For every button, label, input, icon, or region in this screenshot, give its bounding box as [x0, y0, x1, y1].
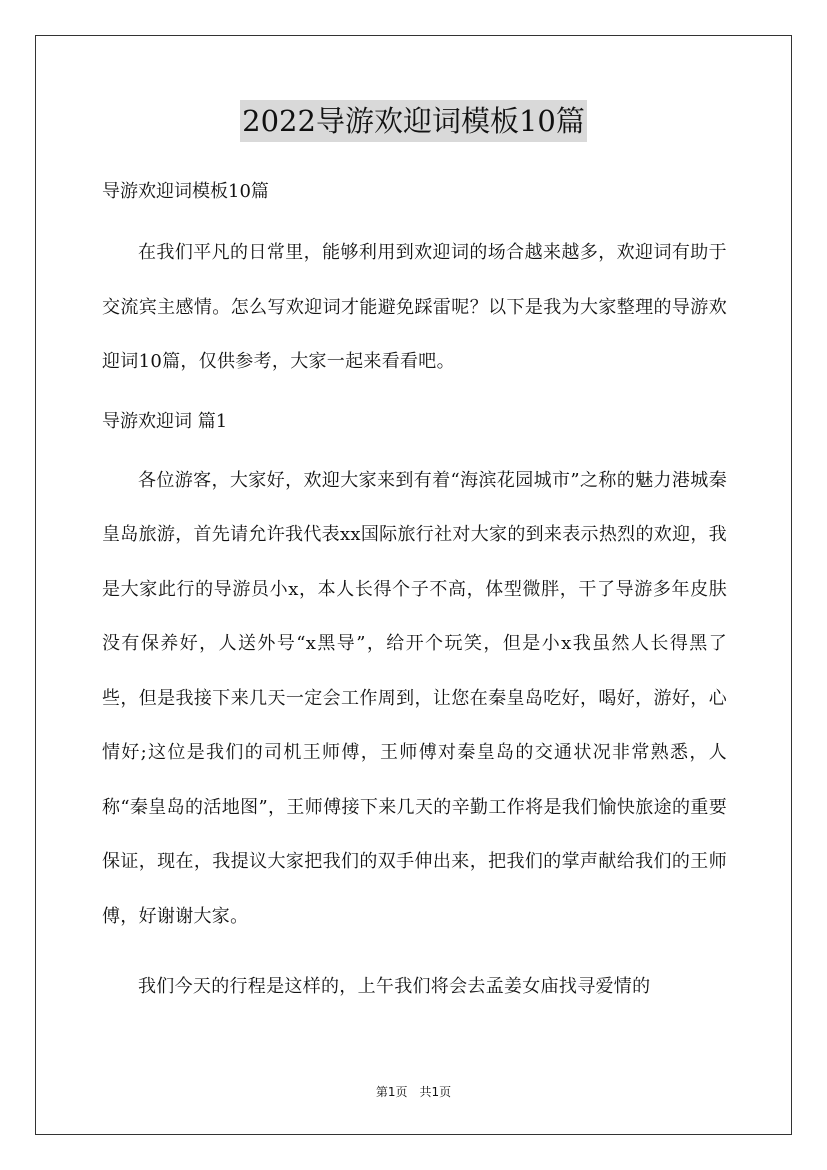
document-title: 2022导游欢迎词模板10篇 [240, 100, 587, 142]
page-footer [0, 1084, 827, 1100]
intro-paragraph: 在我们平凡的日常里，能够利用到欢迎词的场合越来越多，欢迎词有助于交流宾主感情。怎么写欢迎词才能避免踩雷呢？以下是我为大家整理的导游欢迎词10篇，仅供参考，大家一起来看看吧。 [102, 242, 727, 372]
page-number-current: 第1页 [375, 1085, 408, 1099]
document-body [102, 174, 727, 1015]
document-subtitle: 导游欢迎词模板10篇 [102, 181, 269, 202]
body-paragraph-2: 我们今天的行程是这样的，上午我们将会去孟姜女庙找寻爱情的 [138, 976, 651, 997]
title-container [0, 100, 827, 142]
section-heading: 导游欢迎词 篇1 [102, 410, 228, 432]
page-number-total: 共1页 [419, 1085, 452, 1099]
body-paragraph-1: 各位游客，大家好，欢迎大家来到有着“海滨花园城市”之称的魅力港城秦皇岛旅游，首先请允许我代表xx国际旅行社对大家的到来表示热烈的欢迎，我是大家此行的导游员小x，本人长得个子不高，体型微胖，干了导游多年皮肤没有保养好，人送外号“x黑导”，给开个玩笑，但是小x我虽然人长得黑了些，但是我接下来几天一定会工作周到，让您在秦皇岛吃好，喝好，游好，心情好;这位是我们的司机王师傅，王师傅对秦皇岛的交通状况非常熟悉，人称“秦皇岛的活地图”，王师傅接下来几天的辛勤工作将是我们愉快旅途的重要保证，现在，我提议大家把我们的双手伸出来，把我们的掌声献给我们的王师傅，好谢谢大家。 [102, 469, 727, 927]
